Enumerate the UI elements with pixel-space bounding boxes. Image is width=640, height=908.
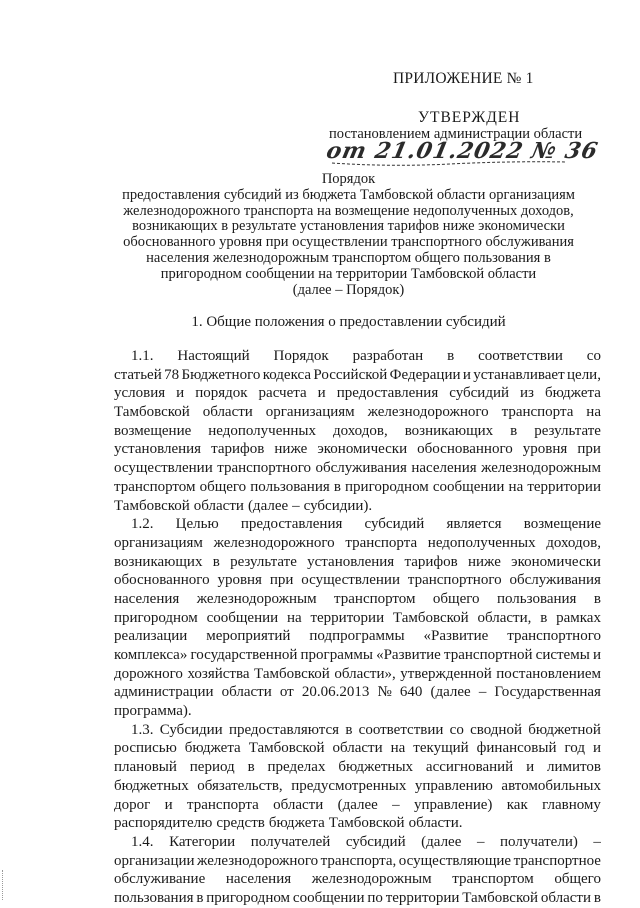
paragraph-line: дорог и транспорта области (далее – управление) как главному — [114, 796, 601, 813]
paragraph-line: условия и порядок расчета и предоставления субсидий из бюджета — [114, 385, 601, 402]
paragraph-line: возникающих в результате установления тарифов ниже экономически — [114, 553, 601, 570]
section-heading: 1. Общие положения о предоставлении субсидий — [191, 314, 506, 330]
margin-scan-mark — [2, 870, 5, 900]
paragraph-line: 1.4. Категории получателей субсидий (далее – получатели) – — [131, 833, 601, 850]
document-title — [100, 172, 597, 298]
appendix-number: ПРИЛОЖЕНИЕ № 1 — [393, 70, 534, 87]
paragraph-line: обоснованного уровня при осуществлении транспортного обслуживания — [114, 572, 601, 589]
paragraph-line: дорожного хозяйства Тамбовской области», утвержденной постановлением — [114, 665, 601, 682]
paragraph-line: бюджетных обязательств, предусмотренных управлению автомобильных — [114, 777, 601, 794]
paragraph-line: Тамбовской области организациям железнодорожного транспорта на — [114, 404, 601, 421]
paragraph-line: 1.1. Настоящий Порядок разработан в соответствии со — [131, 348, 601, 364]
paragraph-line: установления тарифов ниже экономически обоснованного уровня при — [114, 441, 601, 458]
title-line: (далее – Порядок) — [292, 281, 405, 298]
paragraph-line: распорядителю средств бюджета Тамбовской области. — [114, 815, 463, 832]
paragraph-line: статьей 78 Бюджетного кодекса Российской Федерации и устанавливает цели, — [114, 366, 601, 383]
paragraph-line: обслуживание населения железнодорожным транспортом общего — [114, 871, 601, 888]
title-line: населения железнодорожным транспортом общего пользования в — [146, 249, 551, 266]
document-body — [114, 347, 601, 908]
paragraph-line: комплекса» государственной программы «Развитие транспортной системы и — [114, 647, 601, 663]
paragraph-line: пригородном сообщении на территории Тамбовской области, в рамках — [114, 609, 601, 626]
title-line: пригородном сообщении на территории Тамбовской области — [160, 265, 537, 282]
paragraph-line: осуществлении транспортного обслуживания населения железнодорожным — [114, 460, 601, 477]
title-line: железнодорожного транспорта на возмещение недополученных доходов, — [123, 202, 574, 219]
paragraph-line: администрации области от 20.06.2013 № 640 (далее – Государственная — [114, 684, 601, 701]
paragraph-line: плановый период в пределах бюджетных ассигнований и лимитов — [114, 759, 601, 776]
paragraph-line: реализации мероприятий подпрограммы «Развитие транспортного — [114, 628, 601, 645]
paragraph-line: Тамбовской области (далее – субсидии). — [114, 497, 373, 514]
paragraph-line: пользования в пригородном сообщении по территории Тамбовской области в — [114, 889, 601, 906]
handwritten-date-number — [324, 136, 601, 170]
paragraph-line: программа). — [114, 703, 192, 720]
approved-label: УТВЕРЖДЕН — [418, 109, 521, 126]
paragraph-line: транспортом общего пользования в пригородном сообщении на территории — [114, 478, 601, 495]
paragraph-line: организации железнодорожного транспорта, осуществляющие транспортное — [114, 852, 601, 869]
paragraph-line: 1.2. Целью предоставления субсидий является возмещение — [131, 516, 601, 533]
paragraph-line: 1.3. Субсидии предоставляются в соответствии со сводной бюджетной — [131, 721, 601, 738]
resolution-line: постановлением администрации области — [329, 126, 583, 142]
title-line: предоставления субсидий из бюджета Тамбовской области организациям — [122, 186, 575, 203]
title-line: возникающих в результате установления тарифов ниже экономически — [132, 218, 565, 235]
paragraph — [114, 833, 601, 908]
paragraph-line: организациям железнодорожного транспорта недополученных доходов, — [114, 534, 601, 551]
paragraph-line: росписью бюджета Тамбовской области на текущий финансовый год и — [114, 740, 601, 757]
title-line: Порядок — [321, 171, 376, 187]
paragraph — [114, 721, 601, 833]
paragraph — [114, 515, 601, 721]
title-line: обоснованного уровня при осуществлении транспортного обслуживания — [123, 234, 574, 251]
paragraph-line: населения железнодорожным транспортом общего пользования в — [114, 590, 601, 607]
paragraph-line: возмещение недополученных доходов, возникающих в результате — [114, 422, 601, 439]
signature-text: от 21.01.2022 № 36 — [324, 138, 601, 164]
handwriting-signature — [324, 136, 601, 170]
paragraph — [114, 347, 601, 515]
